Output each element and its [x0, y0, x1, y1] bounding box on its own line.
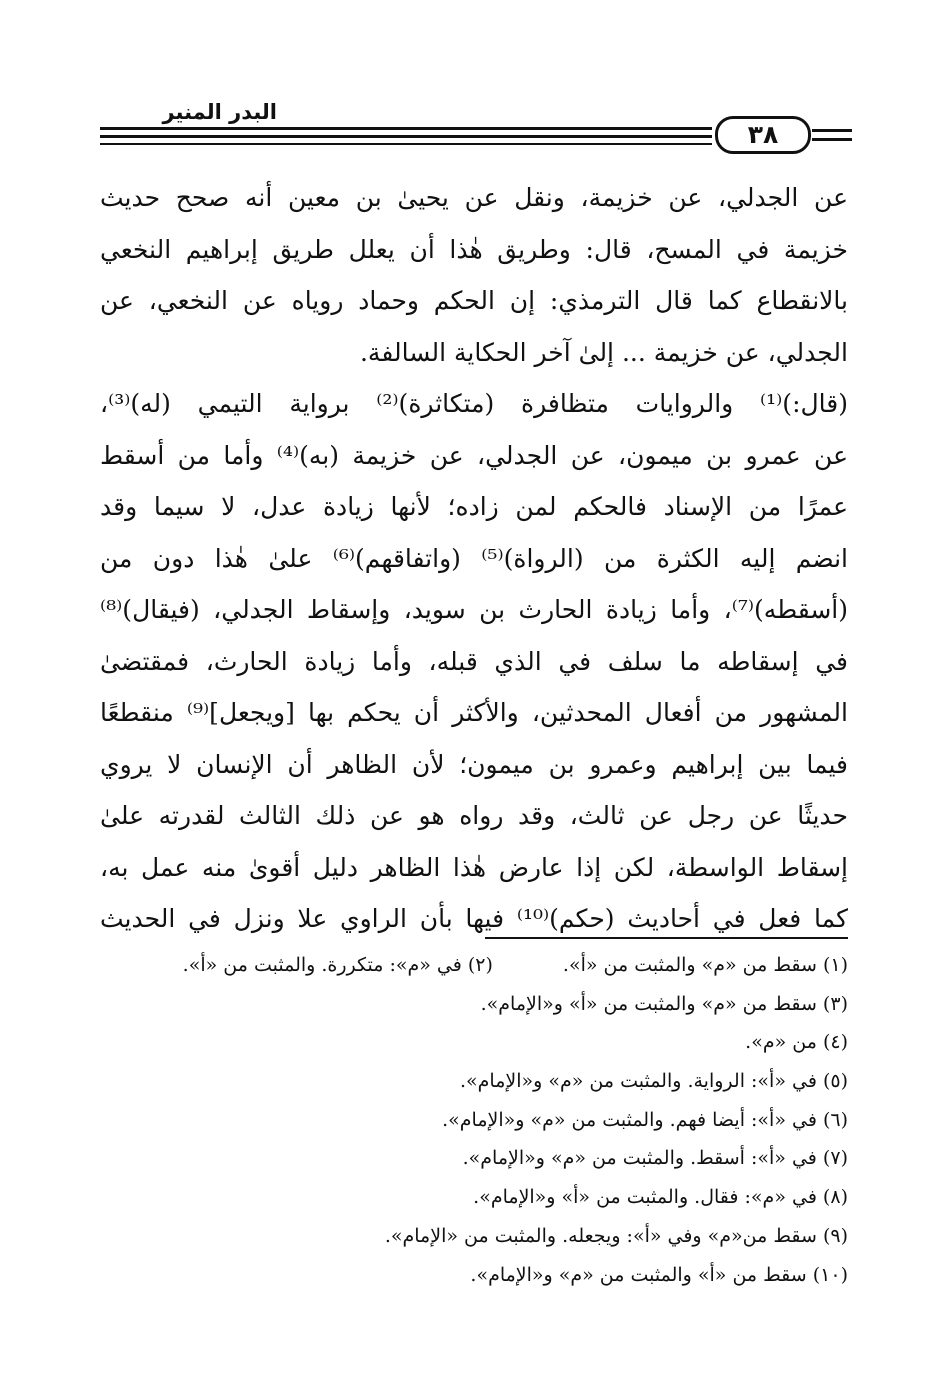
footnote: (١٠) سقط من «أ» والمثبت من «م» و«الإمام».	[470, 1263, 848, 1286]
body-text	[100, 172, 848, 945]
footnote-row	[100, 946, 848, 985]
footnote: (٦) في «أ»: أيضا فهم. والمثبت من «م» و«الإمام».	[442, 1108, 848, 1131]
page-number: ٣٨	[715, 116, 811, 154]
header-rule	[812, 138, 852, 141]
text-line: انضم إليه الكثرة من (الرواة)⁽⁵⁾ (واتفاقهم)⁽⁶⁾ علىٰ هٰذا دون من	[100, 543, 848, 573]
running-title: البدر المنير	[162, 100, 277, 124]
header-rule	[100, 135, 712, 138]
footnote-separator	[485, 937, 848, 939]
footnotes	[100, 946, 848, 1294]
footnote: (٢) في «م»: متكررة. والمثبت من «أ».	[182, 954, 493, 976]
text-line: كما فعل في أحاديث (حكم)⁽¹⁰⁾ فيها بأن الراوي علا ونزل في الحديث	[100, 904, 848, 933]
page-header	[100, 98, 852, 158]
footnote: (١) سقط من «م» والمثبت من «أ».	[562, 954, 848, 976]
footnote: (٧) في «أ»: أسقط. والمثبت من «م» و«الإمام».	[462, 1147, 848, 1170]
text-line: عمرًا من الإسناد فالحكم لمن زاده؛ لأنها زيادة عدل، لا سيما وقد	[100, 492, 848, 521]
footnote: (٥) في «أ»: الرواية. والمثبت من «م» و«الإمام».	[459, 1070, 848, 1093]
text-line: الجدلي، عن خزيمة ... إلىٰ آخر الحكاية السالفة.	[359, 337, 848, 367]
text-line: حديثًا عن رجل عن ثالث، وقد رواه هو عن ذلك الثالث لقدرته علىٰ	[100, 801, 848, 830]
header-rule	[100, 143, 712, 145]
text-line: في إسقاطه ما سلف في الذي قبله، وأما زيادة الحارث، فمقتضىٰ	[100, 646, 848, 676]
text-line: عن الجدلي، عن خزيمة، ونقل عن يحيىٰ بن معين أنه صحح حديث	[100, 183, 848, 212]
text-line: خزيمة في المسح، قال: وطريق هٰذا أن يعلل طريق إبراهيم النخعي	[100, 234, 848, 264]
text-line: (أسقطه)⁽⁷⁾، وأما زيادة الحارث بن سويد، وإسقاط الجدلي، (فيقال)⁽⁸⁾	[100, 595, 848, 624]
text-line: (قال:)⁽¹⁾ والروايات متظافرة (متكاثرة)⁽²⁾ برواية التيمي (له)⁽³⁾،	[100, 389, 848, 418]
header-rule	[100, 127, 712, 130]
footnote: (٩) سقط من«م» وفي «أ»: ويجعله. والمثبت من «الإمام».	[384, 1224, 848, 1247]
text-line: فيما بين إبراهيم وعمرو بن ميمون؛ لأن الظاهر أن الإنسان لا يروي	[100, 749, 848, 779]
footnote: (٨) في «م»: فقال. والمثبت من «أ» و«الإمام».	[473, 1186, 848, 1209]
text-line: إسقاط الواسطة، لكن إذا عارض هٰذا الظاهر دليل أقوىٰ منه عمل به،	[100, 852, 848, 882]
text-line: بالانقطاع كما قال الترمذي: إن الحكم وحماد روياه عن النخعي، عن	[100, 286, 848, 315]
header-rule	[812, 129, 852, 132]
footnote: (٤) من «م».	[745, 1031, 848, 1054]
footnote: (٣) سقط من «م» والمثبت من «أ» و«الإمام».	[480, 992, 848, 1015]
text-line: المشهور من أفعال المحدثين، والأكثر أن يحكم بها [ويجعل]⁽⁹⁾ منقطعًا	[100, 698, 848, 727]
text-line: عن عمرو بن ميمون، عن الجدلي، عن خزيمة (به)⁽⁴⁾ وأما من أسقط	[100, 440, 848, 470]
